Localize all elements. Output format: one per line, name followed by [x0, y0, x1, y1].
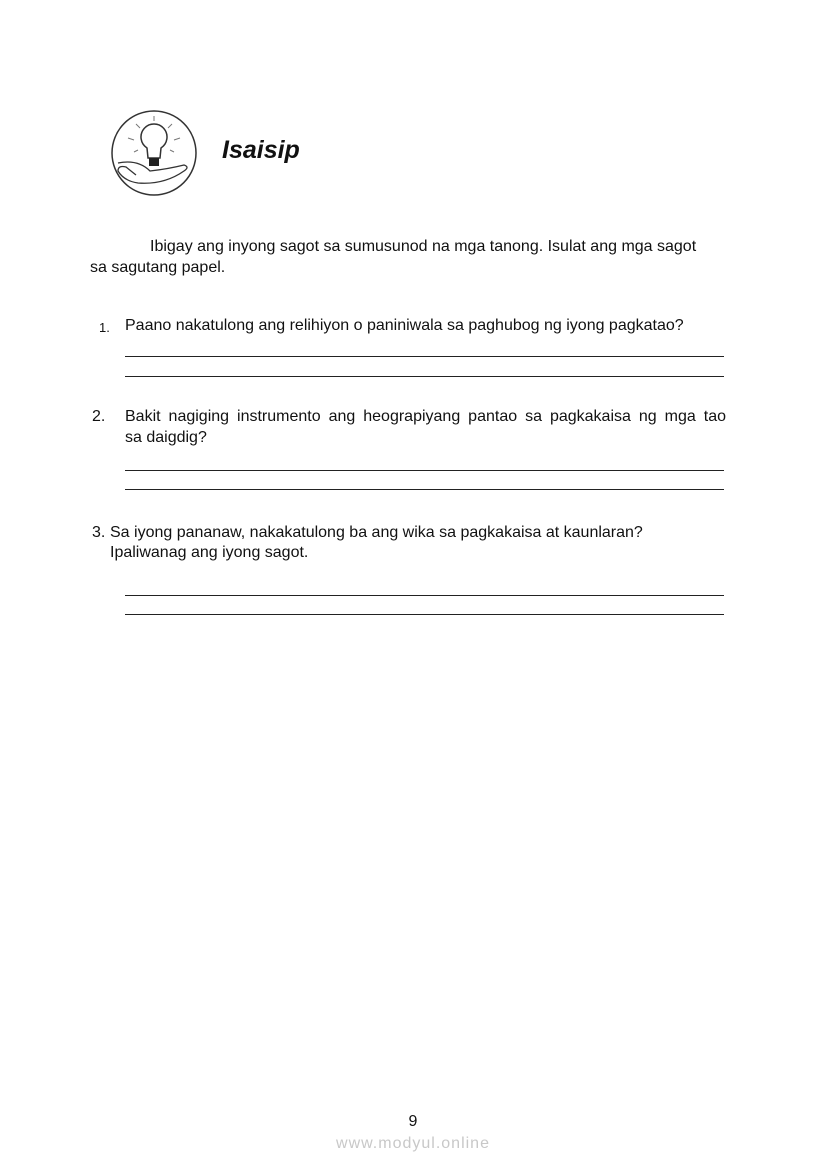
- instructions-line-2: sa sagutang papel.: [90, 259, 226, 276]
- answer-line[interactable]: [125, 489, 724, 490]
- question-3-text-1: Sa iyong pananaw, nakakatulong ba ang wika sa pagkakaisa at kaunlaran?: [110, 524, 643, 541]
- instructions-line-1: Ibigay ang inyong sagot sa sumusunod na mga tanong. Isulat ang mga sagot: [150, 238, 697, 255]
- question-1-number: 1.: [99, 320, 110, 335]
- question-2-text-2: sa daigdig?: [125, 429, 207, 446]
- watermark: www.modyul.online: [336, 1135, 490, 1152]
- page-number: 9: [408, 1113, 418, 1130]
- answer-line[interactable]: [125, 470, 724, 471]
- section-title: Isaisip: [222, 136, 300, 164]
- question-3-text-2: Ipaliwanag ang iyong sagot.: [110, 544, 309, 561]
- lightbulb-hand-icon: [110, 108, 198, 198]
- question-1-text: Paano nakatulong ang relihiyon o paniniwala sa paghubog ng iyong pagkatao?: [125, 317, 684, 334]
- question-2-text-1: Bakit nagiging instrumento ang heograpiyang pantao sa pagkakaisa ng mga tao: [125, 408, 726, 425]
- question-2-number: 2.: [92, 408, 106, 425]
- answer-line[interactable]: [125, 595, 724, 596]
- answer-line[interactable]: [125, 356, 724, 357]
- question-3-number: 3.: [92, 524, 106, 541]
- answer-line[interactable]: [125, 376, 724, 377]
- answer-line[interactable]: [125, 614, 724, 615]
